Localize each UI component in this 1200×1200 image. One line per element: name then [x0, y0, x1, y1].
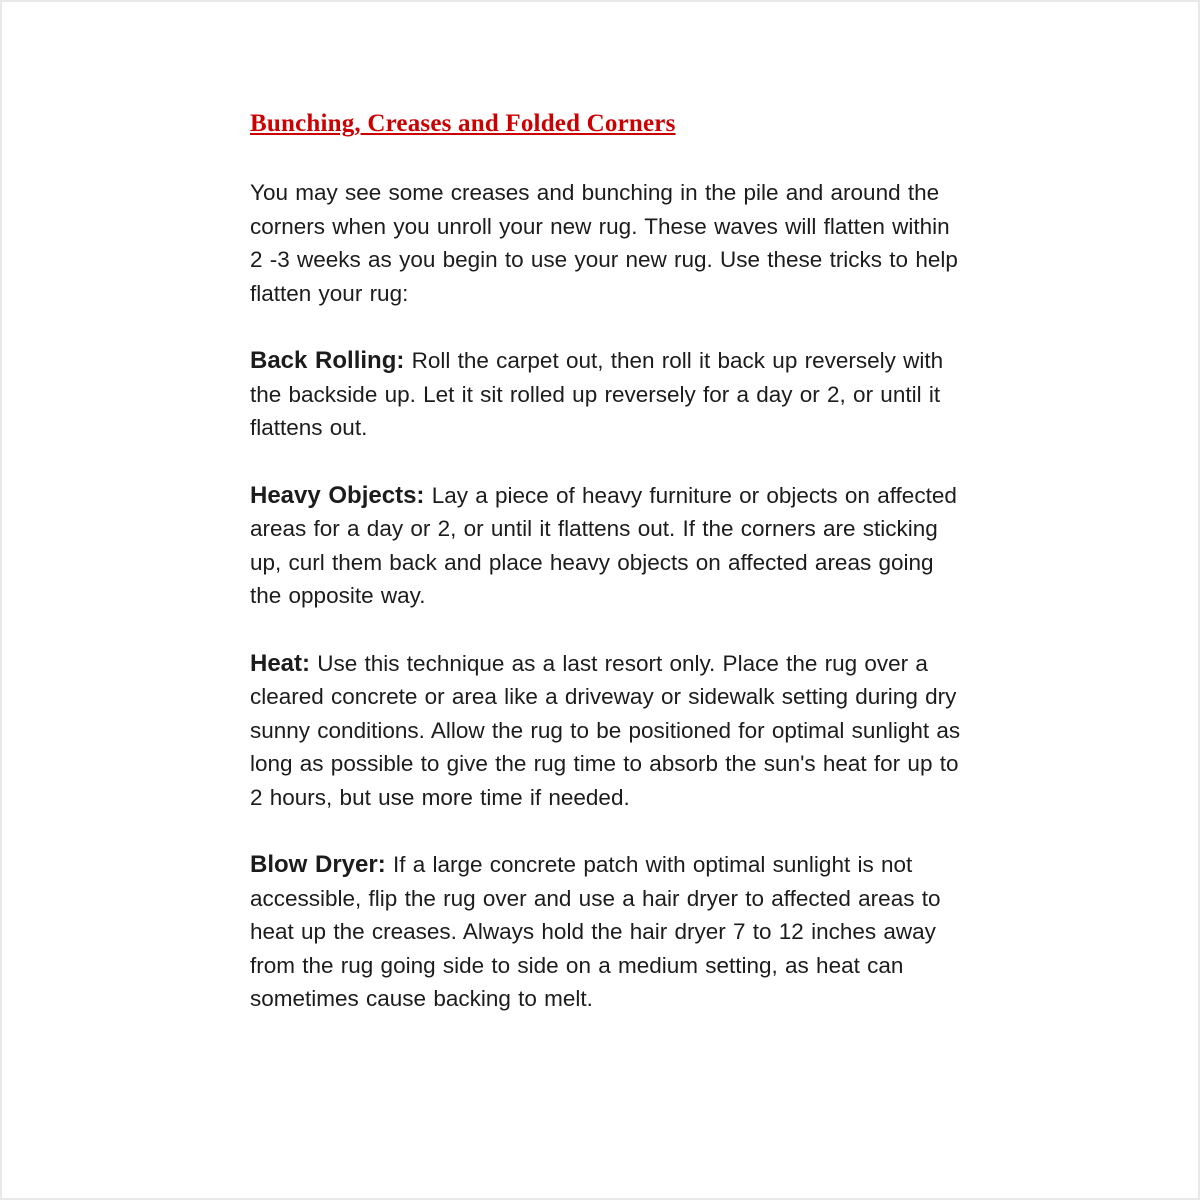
section-label-back-rolling: Back Rolling:	[250, 347, 405, 374]
section-text-heavy-objects: Lay a piece of heavy furniture or objects on affected areas for a day or 2, or until it flattens out. If the corners are sticking up, curl them back and place heavy objects on affected areas going the opposite way.	[250, 482, 957, 608]
intro-paragraph: You may see some creases and bunching in the pile and around the corners when you unroll your new rug. These waves will flatten within 2 -3 weeks as you begin to use your new rug. Use these tricks to help flatten your rug:	[250, 180, 958, 306]
section-label-heat: Heat:	[250, 649, 311, 677]
section-heat	[250, 647, 962, 815]
section-text-blow-dryer: If a large concrete patch with optimal sunlight is not accessible, flip the rug over and use a hair dryer to affected areas to heat up the creases. Always hold the hair dryer 7 to 12 inches away from the rug going side to side on a medium setting, as heat can sometimes cause backing to melt.	[250, 852, 941, 1011]
section-blow-dryer	[250, 848, 962, 1016]
section-heavy-objects	[250, 479, 962, 613]
section-text-back-rolling: Roll the carpet out, then roll it back up reversely with the backside up. Let it sit rolled up reversely for a day or 2, or until it flattens out.	[250, 348, 944, 440]
section-label-blow-dryer: Blow Dryer:	[250, 851, 386, 878]
section-label-heavy-objects: Heavy Objects:	[250, 481, 425, 509]
section-text-heat: Use this technique as a last resort only. Place the rug over a cleared concrete or area like a driveway or sidewalk setting during dry sunny conditions. Allow the rug to be positioned for optimal sunlight as long as possible to give the rug time to absorb the sun's heat for up to 2 hours, but use more time if needed.	[250, 650, 961, 810]
document-body	[250, 110, 962, 1050]
page-title: Bunching, Creases and Folded Corners	[250, 110, 676, 137]
section-back-rolling	[250, 344, 962, 445]
